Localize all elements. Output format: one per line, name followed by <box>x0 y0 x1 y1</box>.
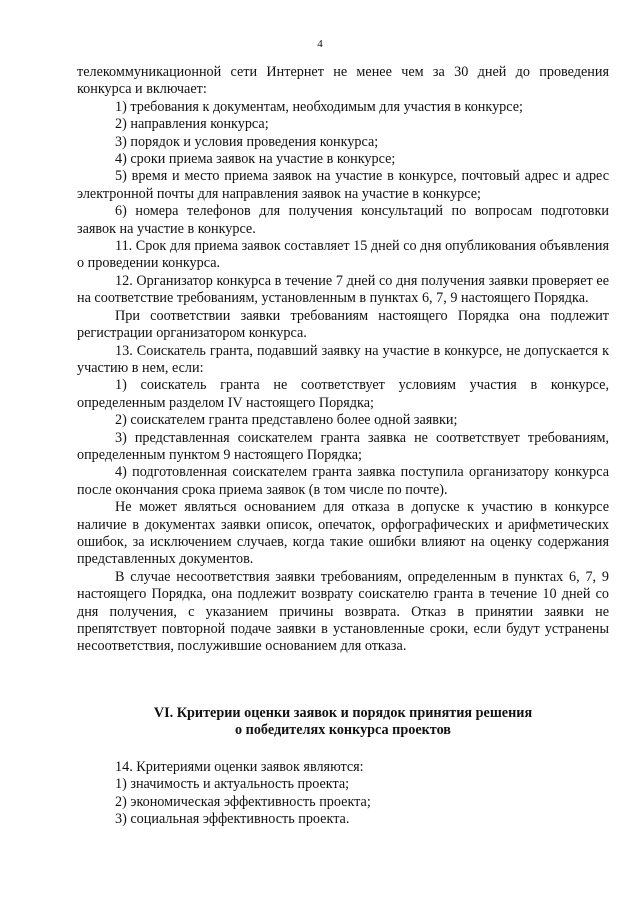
criteria-list <box>115 759 609 829</box>
body-text <box>77 64 609 656</box>
list-item: 6) номера телефонов для получения консультаций по вопросам подготовки заявок на участие в конкурсе. <box>77 203 609 237</box>
paragraph: При соответствии заявки требованиям настоящего Порядка она подлежит регистрации организатором конкурса. <box>77 307 609 342</box>
paragraph: В случае несоответствия заявки требованиям, определенным в пунктах 6, 7, 9 настоящего Порядка, она подлежит возврату соискателю гранта в течение 10 дней со дня получения, с указанием причины возврата. Отказ в принятии заявки не препятствует повторной подаче заявки в установленные сроки, если будут устранены несоответствия, послужившие основанием для отказа. <box>77 568 609 655</box>
list-item: 3) порядок и условия проведения конкурса; <box>115 133 379 150</box>
clause-13: 13. Соискатель гранта, подавший заявку на участие в конкурсе, не допускается к участию в нем, если: <box>77 342 609 376</box>
criteria-item: 3) социальная эффективность проекта. <box>115 811 350 828</box>
paragraph: телекоммуникационной сети Интернет не менее чем за 30 дней до проведения конкурса и включает: <box>77 64 609 98</box>
list-item: 1) требования к документам, необходимым для участия в конкурсе; <box>115 98 523 115</box>
list-item: 1) соискатель гранта не соответствует условиям участия в конкурсе, определенным разделом IV настоящего Порядка; <box>77 377 609 411</box>
list-item: 2) направления конкурса; <box>115 116 269 133</box>
list-item: 2) соискателем гранта представлено более одной заявки; <box>115 412 458 429</box>
criteria-item: 2) экономическая эффективность проекта; <box>115 793 371 810</box>
clause-12: 12. Организатор конкурса в течение 7 дней со дня получения заявки проверяет ее на соответствие требованиям, установленным в пунктах 6, 7, 9 настоящего Порядка. <box>77 272 609 307</box>
clause-14: 14. Критериями оценки заявок являются: <box>115 759 364 775</box>
section-heading-line: VI. Критерии оценки заявок и порядок принятия решения <box>153 705 533 721</box>
paragraph: Не может являться основанием для отказа в допуске к участию в конкурсе наличие в документах заявки описок, опечаток, орфографических и арифметических ошибок, за исключением случаев, когда такие ошибки влияют на оценку содержания представленных документов. <box>77 499 609 568</box>
list-item: 3) представленная соискателем гранта заявка не соответствует требованиям, определенным пунктом 9 настоящего Порядка; <box>77 429 609 463</box>
list-item: 4) подготовленная соискателем гранта заявка поступила организатору конкурса после окончания срока приема заявок (в том числе по почте). <box>77 464 609 498</box>
clause-11: 11. Срок для приема заявок составляет 15 дней со дня опубликования объявления о проведении конкурса. <box>77 238 609 272</box>
list-item: 4) сроки приема заявок на участие в конкурсе; <box>115 151 396 168</box>
criteria-item: 1) значимость и актуальность проекта; <box>115 776 350 793</box>
page-number: 4 <box>317 38 323 50</box>
section-heading-line: о победителях конкурса проектов <box>235 722 451 739</box>
section-heading <box>77 705 609 740</box>
list-item: 5) время и место приема заявок на участие в конкурсе, почтовый адрес и адрес электронной почты для направления заявок на участие в конкурсе; <box>77 168 609 202</box>
